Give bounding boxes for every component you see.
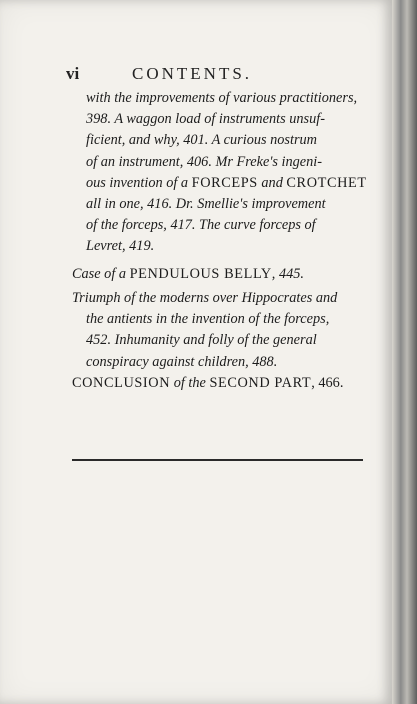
entry-line: conspiracy against children, 488. (86, 353, 278, 370)
entry-text: , 466. (311, 375, 344, 391)
small-caps-term: FORCEPS (191, 174, 258, 191)
entry-text: Case of a (72, 266, 130, 282)
entry-line: Triumph of the moderns over Hippocrates and (72, 290, 338, 306)
entry-line: 398. A waggon load of instruments unsuf- (86, 111, 325, 128)
contents-entry-conclusion (72, 373, 343, 394)
entry-line: of an instrument, 406. Mr Freke's ingeni- (86, 153, 323, 170)
entry-line (72, 373, 343, 394)
entry-line: with the improvements of various practitioners, (86, 90, 358, 106)
contents-entry-instruments (86, 88, 367, 258)
contents-entry-triumph (72, 288, 337, 373)
entry-text: and (257, 174, 287, 191)
entry-line: 452. Inhumanity and folly of the general (86, 332, 317, 349)
page-number: vi (66, 64, 80, 83)
section-rule (72, 459, 363, 461)
entry-line: ficient, and why, 401. A curious nostrum (86, 132, 318, 149)
small-caps-term: CROTCHET (286, 174, 367, 191)
entry-line: of the forceps, 417. The curve forceps of (86, 217, 316, 234)
running-header (66, 64, 366, 88)
contents-entry-pendulous-belly (72, 264, 304, 285)
entry-line: the antients in the invention of the forceps, (86, 311, 330, 328)
entry-line: all in one, 416. Dr. Smellie's improvement (86, 196, 326, 213)
entry-text: , 445. (271, 266, 304, 282)
entry-line (86, 173, 367, 194)
small-caps-term: SECOND PART (209, 375, 312, 391)
entry-text: ous invention of a (86, 174, 192, 191)
entry-text: of the (170, 375, 210, 391)
small-caps-term: PENDULOUS BELLY (129, 266, 272, 282)
entry-line (72, 264, 304, 285)
page-edge (392, 0, 417, 704)
page-title: CONTENTS. (132, 64, 253, 83)
entry-line: Levret, 419. (86, 238, 155, 255)
small-caps-term: CONCLUSION (72, 375, 171, 391)
